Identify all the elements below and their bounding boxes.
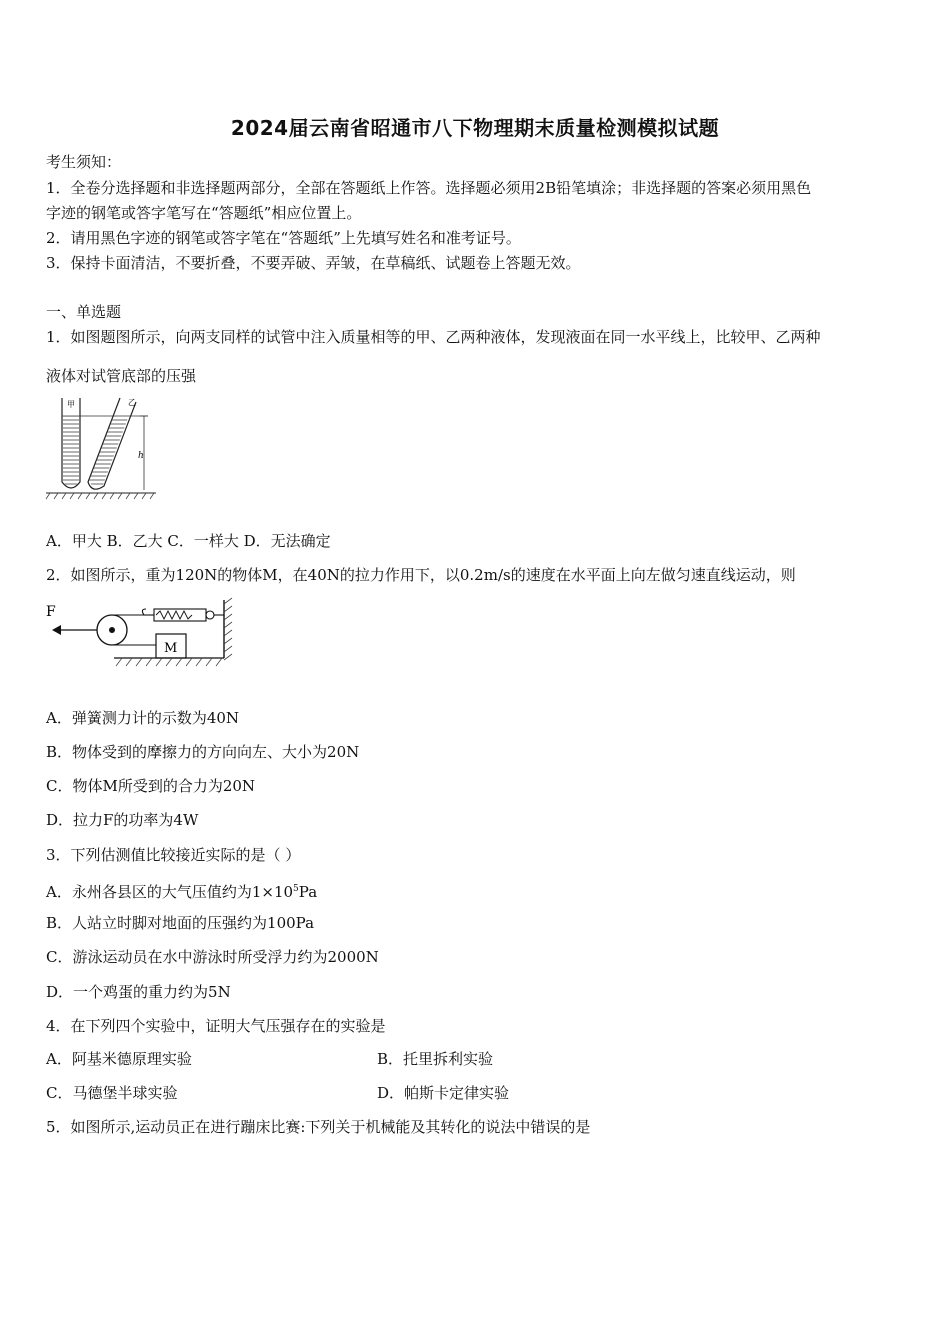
label-jia: 甲 xyxy=(67,400,75,409)
q3-stem: 3．下列估测值比较接近实际的是（ ） xyxy=(46,846,301,864)
q2-stem: 2．如图所示，重为120N的物体M，在40N的拉力作用下，以0.2m/s的速度在水平面上向左做匀速直线运动，则 xyxy=(46,566,796,584)
notice-item: 1．全卷分选择题和非选择题两部分，全部在答题纸上作答。选择题必须用2B铅笔填涂；非选择题的答案必须用黑色 xyxy=(46,179,812,197)
label-M: M xyxy=(164,641,178,656)
q3-option-a-unit: Pa xyxy=(298,883,318,901)
liquid-jia xyxy=(63,416,79,487)
q4-option-b: B．托里拆利实验 xyxy=(377,1050,494,1068)
ground-hatch xyxy=(46,493,154,499)
q3-option-b: B．人站立时脚对地面的压强约为100Pa xyxy=(46,914,315,932)
q2-option-b: B．物体受到的摩擦力的方向向左、大小为20N xyxy=(46,743,360,761)
notice-item: 3．保持卡面清洁，不要折叠，不要弄破、弄皱，在草稿纸、试题卷上答题无效。 xyxy=(46,254,581,272)
q3-option-c: C．游泳运动员在水中游泳时所受浮力约为2000N xyxy=(46,948,379,966)
label-F: F xyxy=(46,604,56,620)
q2-pulley-figure xyxy=(44,596,240,672)
section-heading: 一、单选题 xyxy=(46,303,122,321)
q3-option-d: D．一个鸡蛋的重力约为5N xyxy=(46,983,231,1001)
q4-option-d: D．帕斯卡定律实验 xyxy=(377,1084,510,1102)
q1-stem-line2: 液体对试管底部的压强 xyxy=(46,367,197,385)
q2-option-c: C．物体M所受到的合力为20N xyxy=(46,777,256,795)
q3-option-a xyxy=(46,879,317,902)
notice-heading: 考生须知： xyxy=(46,153,122,171)
q3-option-a-exponent: 5 xyxy=(293,884,299,894)
q2-option-a: A．弹簧测力计的示数为40N xyxy=(46,709,240,727)
q1-test-tubes-figure xyxy=(44,390,160,502)
q5-stem: 5．如图所示,运动员正在进行蹦床比赛:下列关于机械能及其转化的说法中错误的是 xyxy=(46,1118,591,1136)
q2-option-d: D．拉力F的功率为4W xyxy=(46,811,199,829)
q1-options: A．甲大 B．乙大 C．一样大 D．无法确定 xyxy=(46,532,331,550)
floor-hatch xyxy=(116,658,222,666)
q1-stem-line1: 1．如图题图所示，向两支同样的试管中注入质量相等的甲、乙两种液体，发现液面在同一水平线上，比较甲、乙两种 xyxy=(46,328,821,346)
q4-stem: 4．在下列四个实验中，证明大气压强存在的实验是 xyxy=(46,1017,386,1035)
q4-option-a: A．阿基米德原理实验 xyxy=(46,1050,192,1068)
page-title: 2024届云南省昭通市八下物理期末质量检测模拟试题 xyxy=(230,116,720,140)
wall-hatch xyxy=(224,598,232,660)
label-h: h xyxy=(138,451,144,461)
q4-option-c: C．马德堡半球实验 xyxy=(46,1084,178,1102)
arrow-head xyxy=(52,625,61,635)
notice-item: 字迹的钢笔或答字笔写在“答题纸”相应位置上。 xyxy=(46,204,362,222)
label-yi: 乙 xyxy=(128,398,136,407)
q3-option-a-prefix: A．永州各县区的大气压值约为1×10 xyxy=(46,883,294,901)
notice-item: 2．请用黑色字迹的钢笔或答字笔在“答题纸”上先填写姓名和准考证号。 xyxy=(46,229,521,247)
